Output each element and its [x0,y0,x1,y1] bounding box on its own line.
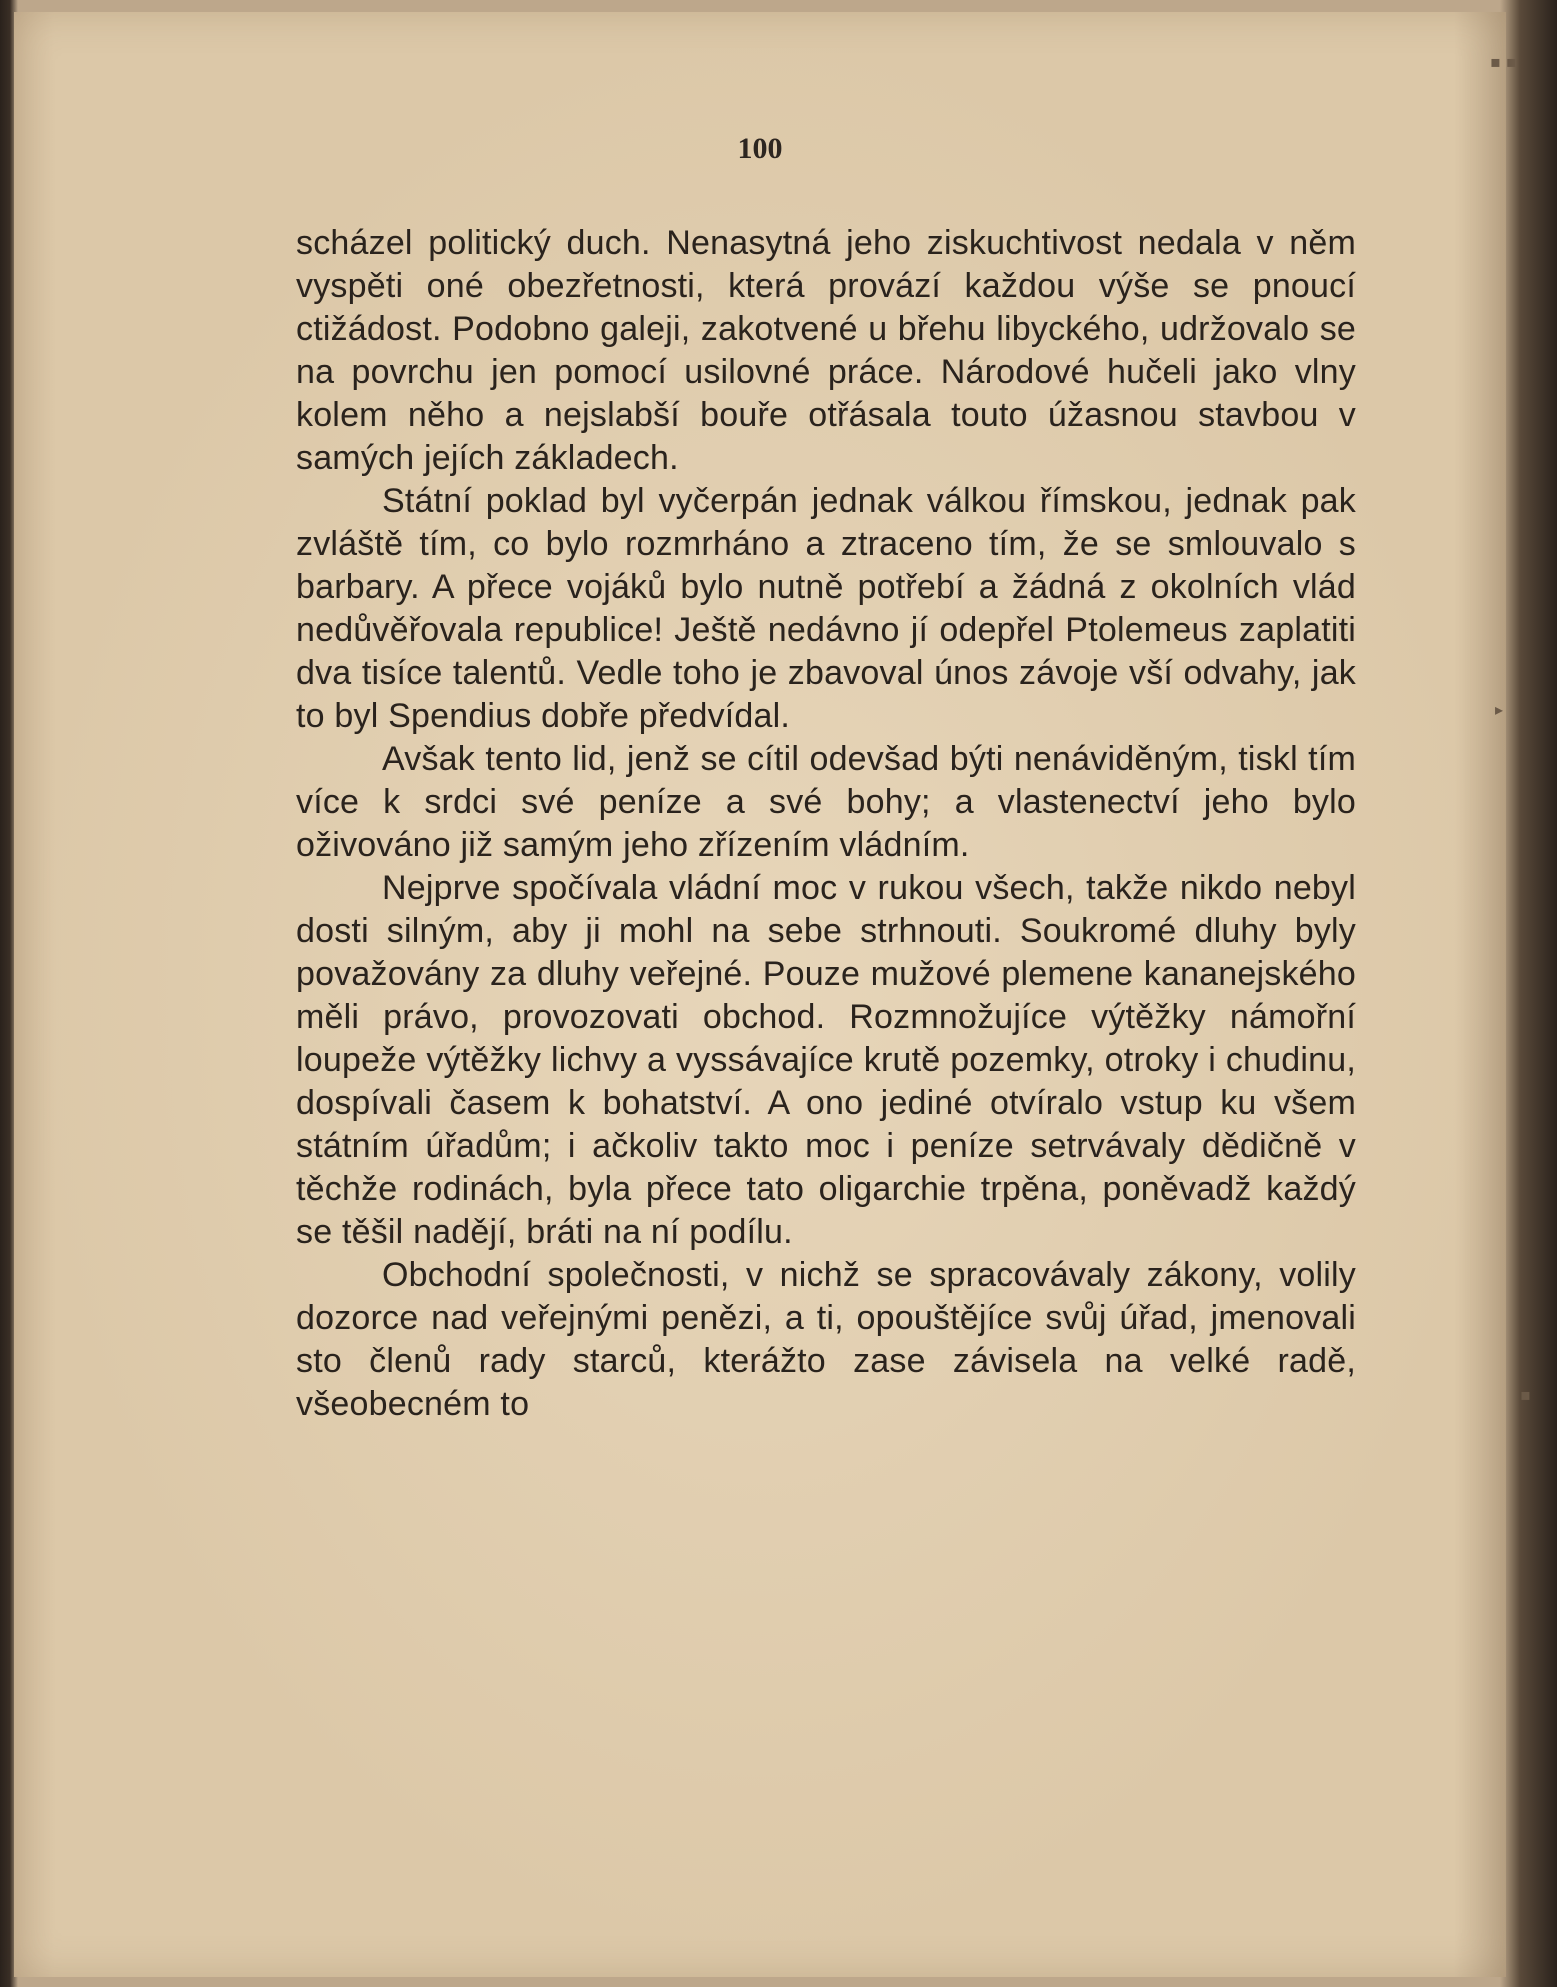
page-number: 100 [737,132,783,165]
margin-speck-icon: ▪ ▪ [1490,52,1517,71]
book-page [14,12,1506,1977]
paragraph-5: Obchodní společnosti, v nichž se spracovávaly zákony, volily dozorce nad veřejnými penězi, a ti, opouštějíce svůj úřad, jmenovali sto členů rady starců, kterážto zase závisela na velké radě, všeobecném to [296,1256,1356,1423]
paragraph-3: Avšak tento lid, jenž se cítil odevšad býti nenáviděným, tiskl tím více k srdci své peníze a své bohy; a vlastenectví jeho bylo oživováno již samým jeho zřízením vládním. [296,740,1356,864]
body-text [296,222,1356,1426]
paragraph-4: Nejprve spočívala vládní moc v rukou všech, takže nikdo nebyl dosti silným, aby ji mohl na sebe strhnouti. Soukromé dluhy byly považovány za dluhy veřejné. Pouze mužové plemene kananejského měli právo, provozovati obchod. Rozmnožujíce výtěžky námořní loupeže výtěžky lichvy a vyssávajíce krutě pozemky, otroky i chudinu, dospívali časem k bohatství. A ono jediné otvíralo vstup ku všem státním úřadům; i ačkoliv takto moc i peníze setrvávaly dědičně v těchže rodinách, byla přece tato oligarchie trpěna, poněvadž každý se těšil nadějí, bráti na ní podílu. [296,869,1356,1251]
paragraph-1: scházel politický duch. Nenasytná jeho ziskuchtivost nedala v něm vyspěti oné obezřetnosti, která provází každou výše se pnoucí ctižádost. Podobno galeji, zakotvené u břehu libyckého, udržovalo se na povrchu jen pomocí usilovné práce. Národové hučeli jako vlny kolem něho a nejslabší bouře otřásala touto úžasnou stavbou v samých jejích základech. [296,224,1356,477]
paragraph-2: Státní poklad byl vyčerpán jednak válkou římskou, jednak pak zvláště tím, co bylo rozmrháno a ztraceno tím, že se smlouvalo s barbary. A přece vojáků bylo nutně potřebí a žádná z okolních vlád nedůvěřovala republice! Ještě nedávno jí odepřel Ptolemeus zaplatiti dva tisíce talentů. Vedle toho je zbavoval únos závoje vší odvahy, jak to byl Spendius dobře předvídal. [296,482,1356,735]
margin-speck-icon: ▪ [1520,1385,1531,1404]
margin-speck-icon: ▸ [1495,700,1504,719]
